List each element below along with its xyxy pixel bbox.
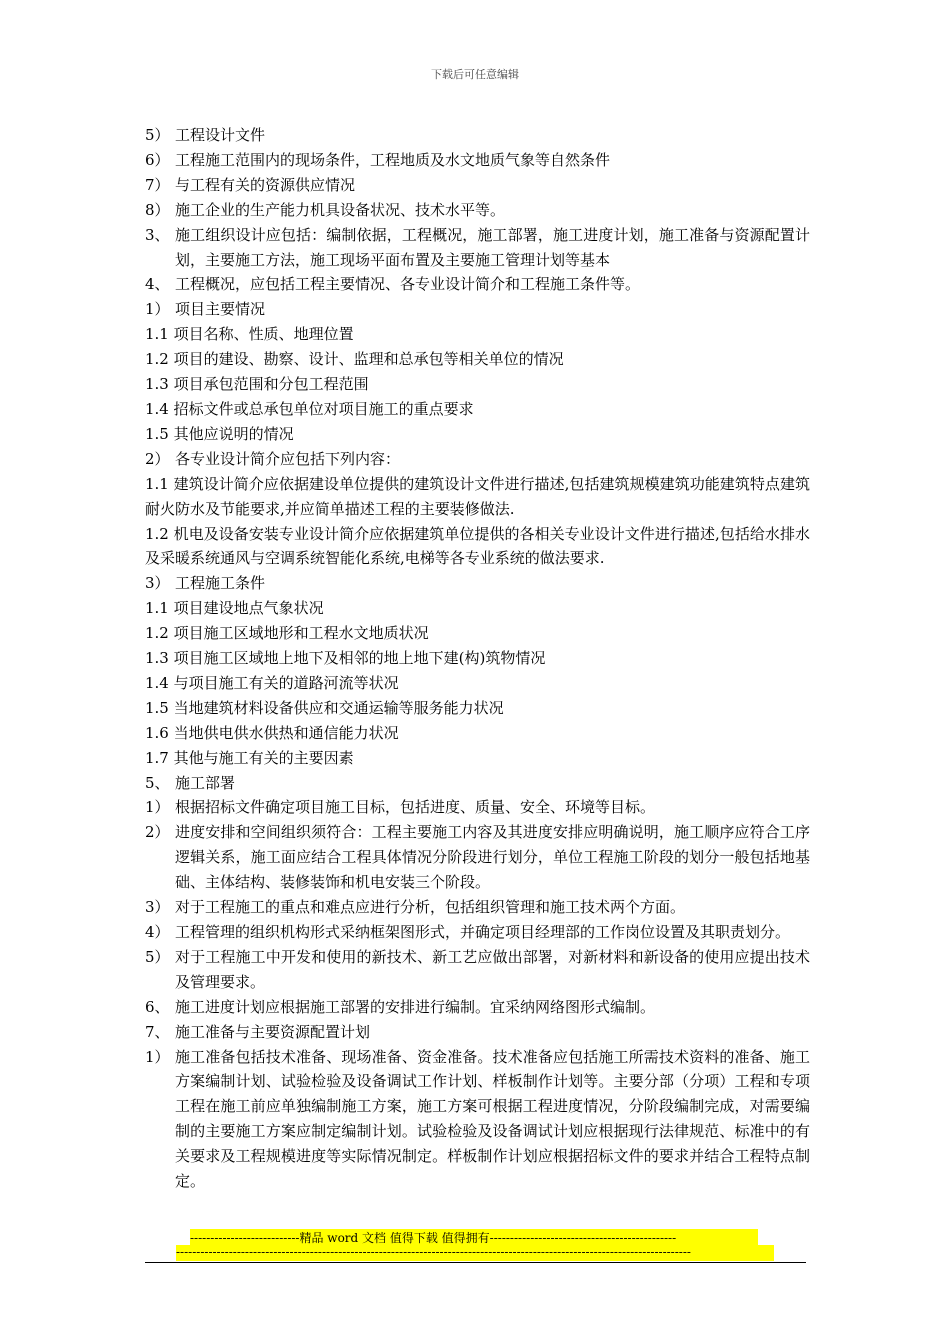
list-item [145, 198, 810, 223]
item-text: 对于工程施工的重点和难点应进行分析，包括组织管理和施工技术两个方面。 [175, 898, 686, 917]
footer-banner: ---------------------------精品 word 文档 值得下载 值得拥有---------------------------------------------- [190, 1229, 758, 1247]
item-text: 施工准备与主要资源配置计划 [175, 1022, 371, 1041]
item-number: 7） [145, 175, 170, 194]
sub-item: 1.2 项目施工区域地形和工程水文地质状况 [145, 624, 429, 643]
item-number: 8） [145, 200, 170, 219]
item-text: 施工组织设计应包括：编制依据，工程概况，施工部署，施工进度计划，施工准备与资源配置计划，主要施工方法，施工现场平面布置及主要施工管理计划等基本 [175, 225, 810, 269]
list-item [145, 820, 810, 895]
sub-item: 1.4 与项目施工有关的道路河流等状况 [145, 673, 399, 692]
sub-item: 1.3 项目施工区域地上地下及相邻的地上地下建(构)筑物情况 [145, 649, 546, 668]
item-text: 根据招标文件确定项目施工目标，包括进度、质量、安全、环境等目标。 [175, 798, 656, 817]
item-number: 2） [145, 823, 170, 842]
page-header: 下载后可任意编辑 [431, 68, 519, 81]
item-number: 1） [145, 1047, 170, 1066]
list-item [145, 920, 810, 945]
item-text: 各专业设计简介应包括下列内容： [175, 449, 401, 468]
sub-item: 1.5 其他应说明的情况 [145, 424, 294, 443]
item-number: 5） [145, 126, 170, 144]
paragraph: 1.1 建筑设计简介应依据建设单位提供的建筑设计文件进行描述,包括建筑规模建筑功能建筑特点建筑耐火防水及节能要求,并应简单描述工程的主要装修做法. [145, 474, 810, 518]
list-item [145, 1045, 810, 1194]
sub-item: 1.2 项目的建设、勘察、设计、监理和总承包等相关单位的情况 [145, 350, 564, 369]
item-text: 施工准备包括技术准备、现场准备、资金准备。技术准备应包括施工所需技术资料的准备、施工方案编制计划、试验检验及设备调试工作计划、样板制作计划等。主要分部（分项）工程和专项工程在施工前应单独编制施工方案，施工方案可根据工程进度情况，分阶段编制完成，对需要编制的主要施工方案应制定编制计划。试验检验及设备调试计划应根据现行法律规范、标准中的有关要求及工程规模进度等实际情况制定。样板制作计划应根据招标文件的要求并结合工程特点制定。 [175, 1047, 810, 1191]
item-number: 6） [145, 150, 170, 169]
item-number: 7、 [145, 1022, 170, 1041]
item-number: 1） [145, 798, 170, 817]
list-item [145, 148, 810, 173]
footer-rule [145, 1262, 806, 1263]
item-text: 工程概况，应包括工程主要情况、各专业设计简介和工程施工条件等。 [175, 275, 641, 294]
item-text: 工程设计文件 [175, 126, 266, 144]
item-text: 施工企业的生产能力机具设备状况、技术水平等。 [175, 200, 506, 219]
sub-item: 1.3 项目承包范围和分包工程范围 [145, 375, 369, 394]
list-item [145, 945, 810, 995]
sub-item: 1.7 其他与施工有关的主要因素 [145, 748, 354, 767]
list-item [145, 272, 810, 297]
list-item [145, 223, 810, 273]
item-number: 5、 [145, 773, 170, 792]
sub-item: 1.4 招标文件或总承包单位对项目施工的重点要求 [145, 399, 474, 418]
list-item [145, 447, 810, 472]
list-item [145, 571, 810, 596]
item-text: 对于工程施工中开发和使用的新技术、新工艺应做出部署，对新材料和新设备的使用应提出技术及管理要求。 [175, 947, 810, 991]
sub-item: 1.1 项目名称、性质、地理位置 [145, 325, 354, 344]
item-text: 与工程有关的资源供应情况 [175, 175, 356, 194]
paragraph: 1.2 机电及设备安装专业设计简介应依据建筑单位提供的各相关专业设计文件进行描述,包括给水排水及采暖系统通风与空调系统智能化系统,电梯等各专业系统的做法要求. [145, 524, 810, 568]
sub-item: 1.6 当地供电供水供热和通信能力状况 [145, 723, 399, 742]
sub-item: 1.5 当地建筑材料设备供应和交通运输等服务能力状况 [145, 698, 504, 717]
item-number: 6、 [145, 997, 170, 1016]
list-item [145, 795, 810, 820]
item-text: 工程施工条件 [175, 574, 266, 593]
item-text: 进度安排和空间组织须符合：工程主要施工内容及其进度安排应明确说明，施工顺序应符合工序逻辑关系，施工面应结合工程具体情况分阶段进行划分，单位工程施工阶段的划分一般包括地基础、主体结构、装修装饰和机电安装三个阶段。 [175, 823, 810, 892]
list-item [145, 123, 810, 148]
item-text: 施工进度计划应根据施工部署的安排进行编制。宜采纳网络图形式编制。 [175, 997, 656, 1016]
item-number: 3） [145, 898, 170, 917]
item-text: 施工部署 [175, 773, 236, 792]
item-number: 3、 [145, 225, 170, 244]
document-body [145, 123, 810, 1194]
list-item [145, 173, 810, 198]
footer-dash-line: ------------------------------------------------------------------------------------------------------------------------------- [176, 1245, 774, 1261]
list-item [145, 895, 810, 920]
item-number: 4、 [145, 275, 170, 294]
list-item [145, 771, 810, 796]
item-number: 2） [145, 449, 170, 468]
list-item [145, 995, 810, 1020]
item-number: 5） [145, 947, 170, 966]
list-item [145, 297, 810, 322]
item-text: 工程施工范围内的现场条件，工程地质及水文地质气象等自然条件 [175, 150, 611, 169]
sub-item: 1.1 项目建设地点气象状况 [145, 599, 324, 618]
item-number: 4） [145, 923, 170, 941]
item-number: 1） [145, 300, 170, 319]
item-text: 项目主要情况 [175, 300, 266, 319]
list-item [145, 1020, 810, 1045]
item-number: 3） [145, 574, 170, 593]
item-text: 工程管理的组织机构形式采纳框架图形式，并确定项目经理部的工作岗位设置及其职责划分。 [175, 923, 791, 941]
